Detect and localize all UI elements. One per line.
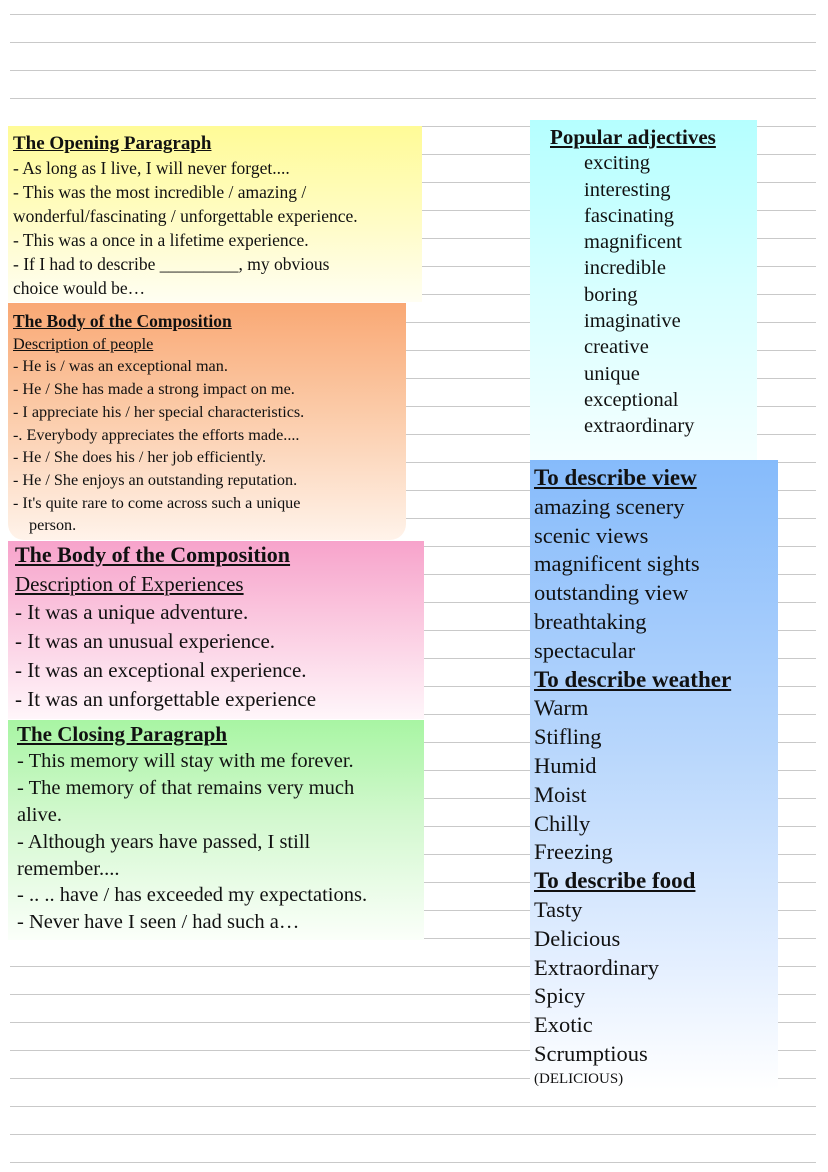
weather-item: Freezing [534,839,613,865]
opening-line: - If I had to describe _________, my obvious [13,254,330,274]
closing-line: - The memory of that remains very much [17,776,355,799]
food-item: Extraordinary [534,954,659,980]
people-line: person. [29,516,77,535]
view-item: amazing scenery [534,493,685,519]
opening-line: choice would be… [13,278,146,298]
body-experiences-title: The Body of the Composition [15,542,291,567]
body-experiences-box [8,541,424,719]
food-item: Spicy [534,983,586,1009]
adjective-item: extraordinary [584,415,695,438]
body-people-subtitle: Description of people [13,334,154,353]
food-note: (DELICIOUS) [534,1070,624,1087]
people-line: - He / She does his / her job efficiently. [13,448,267,467]
describe-view-title: To describe view [534,465,697,490]
adjective-item: creative [584,336,649,359]
closing-line: - Although years have passed, I still [17,830,311,853]
food-item: Exotic [534,1012,593,1038]
describe-food-title: To describe food [534,868,696,894]
closing-line: - .. .. have / has exceeded my expectations. [17,884,368,907]
adjective-item: exciting [584,152,651,175]
adjective-item: boring [584,283,638,306]
adjective-item: unique [584,362,640,385]
weather-item: Chilly [534,810,591,836]
weather-item: Stifling [534,724,602,750]
adjective-item: exceptional [584,388,679,411]
opening-paragraph-box [8,126,422,302]
closing-line: remember.... [17,857,120,880]
view-item: spectacular [534,637,636,663]
people-line: - He is / was an exceptional man. [13,357,228,376]
describe-weather-title: To describe weather [534,666,732,692]
food-item: Scrumptious [534,1040,648,1066]
people-line: -. Everybody appreciates the efforts made.... [13,425,300,444]
food-item: Tasty [534,896,583,922]
body-people-title: The Body of the Composition [13,311,232,331]
experiences-line: - It was an exceptional experience. [15,657,307,682]
weather-item: Moist [534,781,587,807]
closing-line: - Never have I seen / had such a… [17,911,300,934]
closing-title: The Closing Paragraph [17,722,228,746]
popular-adjectives-box [530,120,757,460]
adjective-item: incredible [584,257,666,280]
people-line: - He / She has made a strong impact on me. [13,380,295,399]
view-item: scenic views [534,522,649,548]
body-people-box [8,303,406,540]
people-line: - He / She enjoys an outstanding reputation. [13,470,298,489]
adjective-item: magnificent [584,231,682,254]
people-line: - It's quite rare to come across such a unique [13,493,301,512]
view-item: breathtaking [534,608,647,634]
adjectives-title: Popular adjectives [550,125,716,149]
describe-vocabulary-box [530,460,778,1090]
opening-line: - This was the most incredible / amazing / [13,182,307,202]
experiences-line: - It was a unique adventure. [15,600,249,625]
opening-title: The Opening Paragraph [13,133,212,154]
closing-paragraph-box [8,720,424,940]
view-item: outstanding view [534,580,689,606]
experiences-line: - It was an unforgettable experience [15,686,317,711]
adjective-item: imaginative [584,310,681,333]
body-experiences-subtitle: Description of Experiences [15,571,244,596]
adjective-item: interesting [584,178,671,201]
closing-line: - This memory will stay with me forever. [17,749,354,772]
weather-item: Warm [534,695,589,721]
food-item: Delicious [534,925,621,951]
experiences-line: - It was an unusual experience. [15,629,276,654]
closing-line: alive. [17,803,62,826]
people-line: - I appreciate his / her special characteristics. [13,402,305,421]
opening-line: - As long as I live, I will never forget.... [13,158,290,178]
opening-line: wonderful/fascinating / unforgettable experience. [13,206,358,226]
adjective-item: fascinating [584,204,674,227]
view-item: magnificent sights [534,551,700,577]
opening-line: - This was a once in a lifetime experience. [13,230,309,250]
weather-item: Humid [534,752,597,778]
